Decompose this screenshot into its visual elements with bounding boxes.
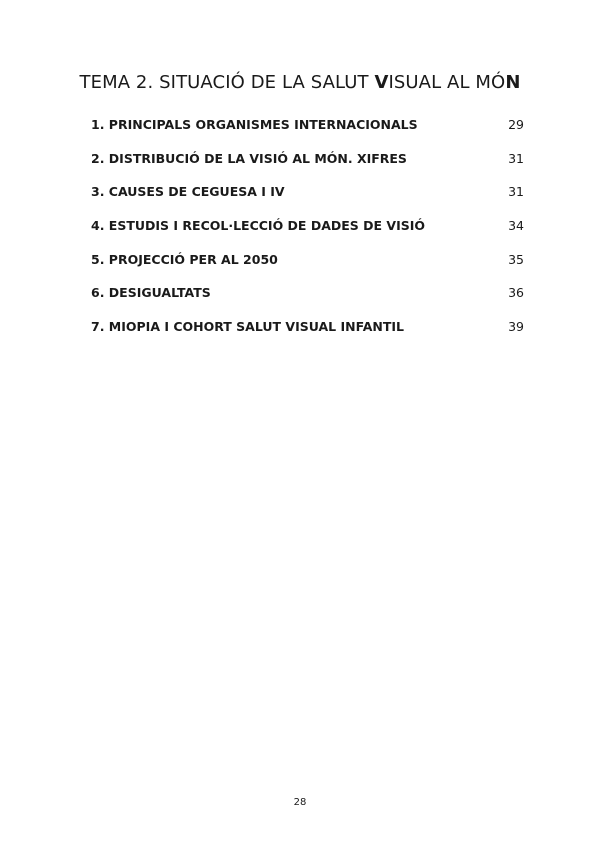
toc-entry-title: 4. ESTUDIS I RECOL·LECCIÓ DE DADES DE VISIÓ	[91, 218, 426, 234]
toc-entry-page: 39	[508, 319, 524, 335]
toc-entry-page: 31	[508, 184, 524, 200]
toc-entry-page: 36	[508, 285, 524, 301]
toc-entry-title: 2. DISTRIBUCIÓ DE LA VISIÓ AL MÓN. XIFRES	[91, 150, 407, 166]
toc-entry[interactable]	[91, 319, 524, 353]
page-number: 28	[293, 797, 307, 808]
toc-entry[interactable]	[91, 151, 524, 185]
toc-entry-page: 29	[508, 117, 524, 132]
toc-entry-page: 34	[508, 218, 524, 234]
page-title-bold-letter: N	[505, 72, 521, 93]
toc-entry[interactable]	[91, 252, 524, 286]
toc-entry-title: 7. MIOPIA I COHORT SALUT VISUAL INFANTIL	[91, 319, 404, 335]
toc-entry-title: 1. PRINCIPALS ORGANISMES INTERNACIONALS	[91, 117, 418, 132]
page-title	[0, 72, 600, 93]
table-of-contents	[91, 117, 524, 353]
toc-entry[interactable]	[91, 184, 524, 218]
toc-entry-title: 3. CAUSES DE CEGUESA I IV	[91, 184, 285, 200]
toc-entry[interactable]	[91, 218, 524, 252]
page-title-bold-letter: V	[374, 72, 389, 93]
toc-entry[interactable]	[91, 285, 524, 319]
page-title-part: TEMA 2. SITUACIÓ DE LA SALUT	[79, 72, 375, 93]
page-title-part: ISUAL AL MÓ	[388, 72, 506, 93]
toc-entry-page: 35	[508, 251, 524, 267]
toc-entry-page: 31	[508, 150, 524, 166]
toc-entry-title: 6. DESIGUALTATS	[91, 285, 211, 301]
toc-entry[interactable]	[91, 117, 524, 151]
toc-entry-title: 5. PROJECCIÓ PER AL 2050	[91, 251, 278, 267]
